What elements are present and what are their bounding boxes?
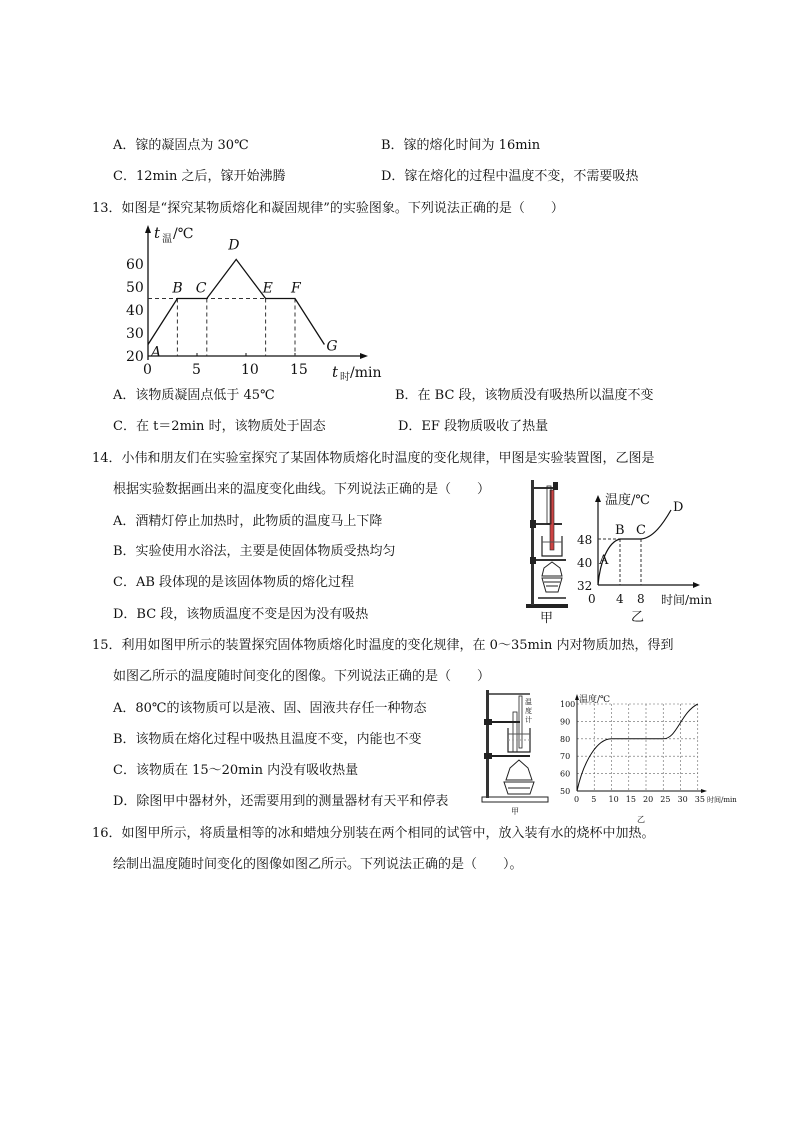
q14-caption-right: 乙	[631, 610, 645, 625]
q14-xlabel: 时间/min	[661, 593, 712, 607]
q14-point-label: D	[673, 500, 684, 515]
q15-option-c[interactable]: C．该物质在 15～20min 内没有吸收热量	[113, 763, 359, 778]
q13-ytick-label: 50	[126, 280, 144, 296]
q12-option-b[interactable]: B．镓的熔化时间为 16min	[381, 138, 541, 153]
q14-ytick-label: 32	[577, 579, 593, 593]
q13-y-axis-arrow	[145, 225, 151, 233]
q15-ytick-label: 50	[560, 787, 571, 796]
q13-xtick-label: 10	[241, 362, 259, 378]
q13-stem: 13．如图是“探究某物质熔化和凝固规律”的实验图象。下列说法正确的是（ ）	[92, 201, 564, 216]
q14-ylabel: 温度/℃	[605, 493, 650, 508]
q13-xlabel-sub: 时	[340, 372, 350, 383]
q13-ytick-label: 30	[126, 326, 144, 342]
q14-caption-left: 甲	[540, 611, 554, 626]
q13-ytick-label: 40	[126, 303, 144, 319]
q14-stem-line1: 14．小伟和朋友们在实验室探究了某固体物质熔化时温度的变化规律，甲图是实验装置图，乙图是	[92, 451, 655, 466]
q15-thermo-char2: 度	[525, 707, 532, 715]
q13-curve	[148, 259, 324, 344]
q13-ylabel-main: t	[154, 224, 161, 242]
q14-stem-line2: 根据实验数据画出来的温度变化曲线。下列说法正确的是（ ）	[113, 482, 491, 497]
q13-option-d[interactable]: D．EF 段物质吸收了热量	[398, 419, 549, 434]
q13-option-a[interactable]: A．该物质凝固点低于 45℃	[113, 388, 275, 403]
q13-x-axis-arrow	[360, 353, 368, 359]
q13-option-b[interactable]: B．在 BC 段，该物质没有吸热所以温度不变	[395, 388, 654, 403]
q13-option-c[interactable]: C．在 t＝2min 时，该物质处于固态	[113, 419, 326, 434]
q13-xtick-label: 5	[192, 362, 201, 378]
q15-thermo-char3: 计	[525, 716, 532, 724]
q15-xtick-label: 5	[591, 795, 597, 804]
q15-xtick-label: 30	[677, 795, 688, 804]
q14-ytick-label: 40	[577, 556, 593, 570]
q15-ylabel: 温度/℃	[579, 695, 611, 705]
q12-option-d[interactable]: D．镓在熔化的过程中温度不变，不需要吸热	[381, 169, 639, 184]
q14-apparatus	[522, 478, 572, 628]
q15-stem-line2: 如图乙所示的温度随时间变化的图像。下列说法正确的是（ ）	[113, 669, 491, 684]
q15-graph	[555, 690, 745, 826]
q14-point-label: C	[636, 523, 646, 538]
q13-point-label: G	[326, 338, 338, 355]
q13-ylabel-sub: 温	[162, 234, 172, 245]
q13-point-label: F	[291, 280, 301, 297]
q14-option-b[interactable]: B．实验使用水浴法，主要是使固体物质受热均匀	[113, 544, 396, 559]
q16-stem-line2: 绘制出温度随时间变化的图像如图乙所示。下列说法正确的是（ ）。	[113, 857, 523, 872]
q14-option-a[interactable]: A．酒精灯停止加热时，此物质的温度马上下降	[113, 514, 383, 529]
q14-option-d[interactable]: D．BC 段，该物质温度不变是因为没有吸热	[113, 607, 369, 622]
q14-xtick-label: 8	[637, 592, 645, 606]
q16-stem-line1: 16．如图甲所示，将质量相等的冰和蜡烛分别装在两个相同的试管中，放入装有水的烧杯中加热。	[92, 826, 655, 841]
q14-xtick-label: 0	[588, 592, 596, 606]
q15-option-b[interactable]: B．该物质在熔化过程中吸热且温度不变，内能也不变	[113, 732, 422, 747]
q14-curve	[598, 510, 671, 585]
q14-graph	[575, 492, 715, 625]
q15-caption-right: 乙	[637, 815, 645, 824]
q15-ytick-label: 70	[560, 752, 571, 762]
q15-apparatus	[480, 688, 552, 818]
q15-xtick-label: 0	[574, 795, 580, 804]
q15-curve	[577, 704, 698, 791]
q13-point-label: E	[262, 280, 273, 297]
q13-point-label: D	[228, 237, 240, 254]
q14-point-label: B	[615, 523, 625, 538]
q12-option-c[interactable]: C．12min 之后，镓开始沸腾	[113, 169, 286, 184]
q13-xtick-label: 15	[290, 362, 308, 378]
q15-xlabel: 时间/min	[707, 796, 737, 804]
q15-ytick-label: 100	[560, 700, 576, 709]
q15-xtick-label: 10	[608, 795, 619, 804]
q14-point-label: A	[599, 553, 609, 568]
q13-point-label: B	[172, 280, 183, 297]
q13-xlabel-main: t	[332, 363, 339, 381]
q13-point-label: A	[151, 344, 162, 361]
q14-xtick-label: 4	[616, 592, 624, 606]
q15-thermo-char1: 温	[525, 698, 532, 706]
q13-graph	[120, 222, 390, 382]
q15-option-d[interactable]: D．除图甲中器材外，还需要用到的测量器材有天平和停表	[113, 794, 449, 809]
q15-caption-left: 甲	[511, 807, 519, 816]
q15-xtick-label: 35	[694, 795, 705, 804]
q15-ytick-label: 90	[560, 717, 571, 727]
q15-ytick-label: 80	[560, 734, 571, 744]
q15-option-a[interactable]: A．80℃的该物质可以是液、固、固液共存任一种物态	[113, 701, 427, 716]
q13-point-label: C	[195, 280, 207, 297]
q14-option-c[interactable]: C．AB 段体现的是该固体物质的熔化过程	[113, 575, 355, 590]
q15-ytick-label: 60	[560, 769, 571, 779]
q15-xtick-label: 20	[643, 795, 654, 804]
q14-ytick-label: 48	[577, 533, 593, 547]
q15-stem-line1: 15．利用如图甲所示的装置探究固体物质熔化时温度的变化规律，在 0～35min 内对物质加热，得到	[92, 638, 674, 653]
q15-xtick-label: 25	[660, 795, 671, 804]
q15-xtick-label: 15	[625, 795, 636, 804]
q13-xtick-label: 0	[143, 362, 152, 378]
q13-ytick-label: 60	[126, 257, 144, 273]
q13-ylabel-unit: /℃	[173, 226, 194, 242]
q13-xlabel-unit: /min	[350, 365, 382, 381]
q12-option-a[interactable]: A．镓的凝固点为 30℃	[113, 138, 249, 153]
q13-ytick-label: 20	[126, 349, 144, 365]
